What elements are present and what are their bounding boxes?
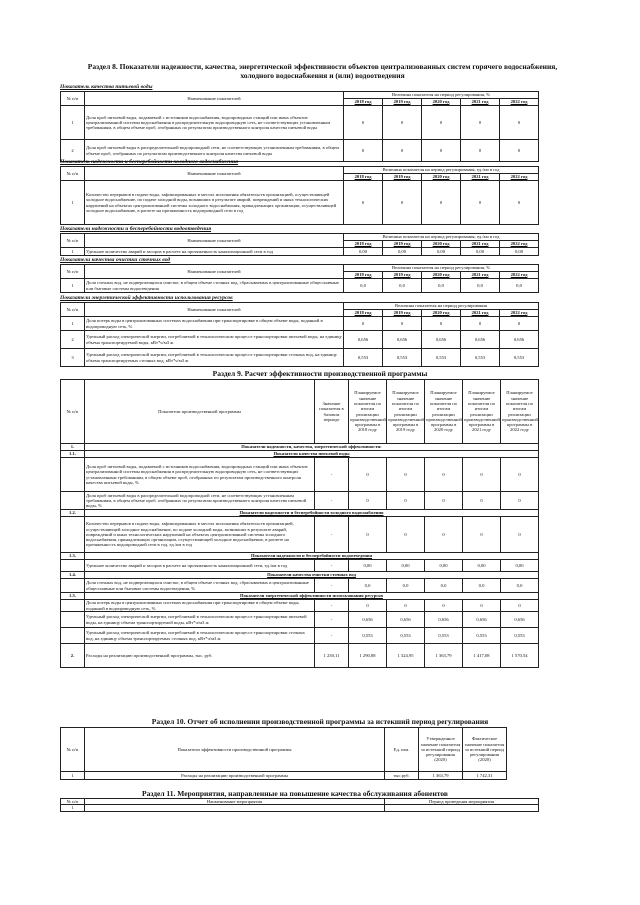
row-value: 0,553 bbox=[422, 349, 461, 367]
row-value: 0 bbox=[501, 600, 539, 612]
row-value: 0,656 bbox=[383, 331, 422, 349]
block-2-table bbox=[60, 166, 539, 225]
row-no: 1.2. bbox=[61, 510, 85, 517]
section-heading: Показатели надежности, качества, энергетической эффективности: bbox=[85, 444, 539, 451]
header-plan-2021: Планируемое значение показателя по итогам реализации производственной программы в 2021 году bbox=[463, 380, 501, 444]
block-4-caption: Показатели качества очистки сточных вод bbox=[60, 257, 171, 263]
year-header: 2021 год bbox=[461, 99, 500, 106]
row-value: 0,0 bbox=[463, 579, 501, 593]
row-no: 1 bbox=[61, 181, 85, 225]
section-row bbox=[61, 451, 539, 458]
header-group: Величина показателя на период регулирования, ед./км в год bbox=[344, 167, 539, 174]
row-value: 0,00 bbox=[383, 248, 422, 256]
row-value: 1 417,08 bbox=[463, 644, 501, 668]
row-value: 0,00 bbox=[501, 560, 539, 572]
row-value: 0 bbox=[344, 317, 383, 331]
section-heading: Показатели качества очистки сточных вод bbox=[85, 572, 539, 579]
row-no: 1 bbox=[61, 317, 85, 331]
row-value: 0 bbox=[349, 492, 387, 510]
year-header: 2020 год bbox=[422, 99, 461, 106]
row-name: Доля сточных вод, не подвергающихся очистке, в общем объеме сточных вод, сбрасываемых в централизованные общесплавные или бытовые системы водоотведения, % bbox=[85, 579, 315, 593]
row-value: 0 bbox=[344, 106, 383, 140]
row-no: 1.4. bbox=[61, 572, 85, 579]
year-header: 2018 год bbox=[344, 174, 383, 181]
row-value: 0 bbox=[500, 106, 539, 140]
row-value: 0,656 bbox=[461, 331, 500, 349]
section-9-title: Раздел 9. Расчет эффективности производственной программы bbox=[212, 369, 428, 378]
row-name: Доля проб питьевой воды, подаваемой с источников водоснабжения, водопроводных станций или иных объектов централизованной системы водоснабжения в распределительную водопроводную сеть, не соответствующих установленным требованиям, в общем объеме проб, отобранных по результатам производственного контроля качества питьевой воды, % bbox=[85, 458, 315, 492]
header-no: № п/п bbox=[61, 234, 85, 248]
row-value: 1 570,54 bbox=[501, 644, 539, 668]
row-value: 0 bbox=[463, 458, 501, 492]
section-8-title: Раздел 8. Показатели надежности, качества, энергетической эффективности объектов централизованных систем горячего водоснабжения, холодного водоснабжения и (или) водоотведения bbox=[87, 62, 558, 80]
year-header: 2019 год bbox=[383, 174, 422, 181]
header-unit: Ед. изм. bbox=[385, 728, 419, 772]
year-header: 2021 год bbox=[461, 272, 500, 279]
row-value: 1 290,88 bbox=[349, 644, 387, 668]
row-value: 0,00 bbox=[463, 560, 501, 572]
header-group: Величина показателя на период регулирования, % bbox=[344, 265, 539, 272]
row-value: 0 bbox=[461, 140, 500, 162]
row-base: - bbox=[315, 628, 349, 644]
header-no: № п/п bbox=[61, 799, 85, 805]
table-row bbox=[61, 579, 539, 593]
section-row bbox=[61, 553, 539, 560]
row-value: 0,00 bbox=[425, 560, 463, 572]
row-value: 0 bbox=[501, 458, 539, 492]
header-plan-2020: Планируемое значение показателя по итогам реализации производственной программы в 2020 году bbox=[425, 380, 463, 444]
row-name: Доля проб питьевой воды в распределительной водопроводной сети, не соответствующих установленным требованиям, в общем объеме проб, отобранных по результатам производственного контроля качества питьевой воды bbox=[85, 140, 344, 162]
row-value: 0 bbox=[383, 317, 422, 331]
row-value: 1 324,95 bbox=[387, 644, 425, 668]
row-base: - bbox=[315, 458, 349, 492]
row-no: 2 bbox=[61, 331, 85, 349]
row-value: 0 bbox=[422, 181, 461, 225]
table-row bbox=[61, 644, 539, 668]
row-unit: тыс.руб. bbox=[385, 772, 419, 780]
row-name: Расходы на реализацию производственной программы bbox=[85, 772, 385, 780]
year-header: 2021 год bbox=[461, 310, 500, 317]
row-value: 0 bbox=[422, 140, 461, 162]
row-value: 0,656 bbox=[501, 612, 539, 628]
year-header: 2020 год bbox=[422, 241, 461, 248]
block-2-caption: Показатель надежности и бесперебойности холодного водоснабжения bbox=[60, 159, 239, 165]
row-value: 0 bbox=[500, 181, 539, 225]
header-plan-2019: Планируемое значение показателя по итогам реализации производственной программы в 2019 году bbox=[387, 380, 425, 444]
table-row bbox=[61, 349, 539, 367]
row-value: 0,553 bbox=[501, 628, 539, 644]
row-value: 0 bbox=[425, 492, 463, 510]
row-value: 0,656 bbox=[463, 612, 501, 628]
row-no bbox=[61, 600, 85, 612]
header-no: № п/п bbox=[61, 92, 85, 106]
year-header: 2020 год bbox=[422, 272, 461, 279]
row-base: - bbox=[315, 517, 349, 553]
header-plan: Утвержденное значение показателя за истекший период регулирования (2020) bbox=[419, 728, 463, 772]
row-value: 0 bbox=[463, 600, 501, 612]
table-row bbox=[61, 600, 539, 612]
row-value: 0,553 bbox=[387, 628, 425, 644]
row-name: Доля сточных вод, не подвергающихся очистке, в общем объеме сточных вод, сбрасываемых в централизованные общесплавные или бытовые системы водоотведения bbox=[85, 279, 344, 293]
header-name: Наименование показателей bbox=[85, 265, 344, 279]
row-value: 0 bbox=[349, 458, 387, 492]
header-name: Наименование мероприятия bbox=[85, 799, 385, 805]
year-header: 2022 год bbox=[500, 310, 539, 317]
year-header: 2018 год bbox=[344, 272, 383, 279]
row-no bbox=[61, 628, 85, 644]
year-header: 2020 год bbox=[422, 174, 461, 181]
header-plan-2018: Планируемое значение показателя по итогам реализации производственной программы в 2018 году bbox=[349, 380, 387, 444]
row-value: 0,0 bbox=[500, 279, 539, 293]
row-value: 0,553 bbox=[463, 628, 501, 644]
row-no: 3 bbox=[61, 349, 85, 367]
row-name: Доля проб питьевой воды в распределительной водопроводной сети, не соответствующих установленным требованиям, в общем объеме проб, отобранных по результатам производственного контроля качества питьевой воды, % bbox=[85, 492, 315, 510]
row-value: 0 bbox=[501, 517, 539, 553]
table-row bbox=[61, 331, 539, 349]
row-value: 0,0 bbox=[425, 579, 463, 593]
row-name: Доля потерь воды в централизованных системах водоснабжения при транспортировке в общем объеме воды, поданной в водопроводную сеть, % bbox=[85, 317, 344, 331]
year-header: 2021 год bbox=[461, 174, 500, 181]
row-value: 0 bbox=[349, 517, 387, 553]
row-no bbox=[61, 612, 85, 628]
year-header: 2018 год bbox=[344, 99, 383, 106]
row-value: 0,553 bbox=[344, 349, 383, 367]
year-header: 2019 год bbox=[383, 310, 422, 317]
year-header: 2019 год bbox=[383, 99, 422, 106]
row-no: 1 bbox=[61, 248, 85, 256]
header-period: Период проведения мероприятия bbox=[385, 799, 539, 805]
row-no: 2 bbox=[61, 140, 85, 162]
header-name: Наименование показателей bbox=[85, 234, 344, 248]
row-no bbox=[61, 560, 85, 572]
row-value: 0 bbox=[425, 458, 463, 492]
header-fact: Фактическое значение показателя за истекший период регулирования (2020) bbox=[463, 728, 507, 772]
row-value: 0,656 bbox=[349, 612, 387, 628]
table-row bbox=[61, 458, 539, 492]
row-no: 1 bbox=[61, 772, 85, 780]
year-header: 2022 год bbox=[500, 174, 539, 181]
row-value: 0,553 bbox=[349, 628, 387, 644]
table-row bbox=[61, 106, 539, 140]
header-name: Показатели производственной программы bbox=[85, 380, 315, 444]
row-value: 0 bbox=[383, 106, 422, 140]
block-1-table bbox=[60, 91, 539, 162]
row-value: 0,656 bbox=[425, 612, 463, 628]
row-value: 0 bbox=[383, 140, 422, 162]
row-plan: 1 363,79 bbox=[419, 772, 463, 780]
row-name: Удельное количество аварий и засоров в расчете на протяженность канализационной сети в год bbox=[85, 248, 344, 256]
section-10-title: Раздел 10. Отчет об исполнении производственной программы за истекший период регулирования bbox=[151, 717, 489, 726]
row-base: - bbox=[315, 612, 349, 628]
row-no bbox=[61, 517, 85, 553]
section-11-table bbox=[60, 798, 539, 812]
section-11-title: Раздел 11. Мероприятия, направленные на повышение качества обслуживания абонентов bbox=[142, 789, 448, 798]
section-10-table bbox=[60, 727, 539, 780]
row-base: 1 230,11 bbox=[315, 644, 349, 668]
row-value: 0 bbox=[500, 317, 539, 331]
row-value: 0,00 bbox=[500, 248, 539, 256]
row-value: 0,0 bbox=[344, 279, 383, 293]
row-value: 0,0 bbox=[501, 579, 539, 593]
year-header: 2018 год bbox=[344, 310, 383, 317]
row-value: 0,553 bbox=[383, 349, 422, 367]
row-value: 0,0 bbox=[461, 279, 500, 293]
row-base: - bbox=[315, 600, 349, 612]
header-name: Наименование показателей bbox=[85, 303, 344, 317]
row-value: 0 bbox=[422, 106, 461, 140]
row-value: 0,656 bbox=[500, 331, 539, 349]
row-name: Удельный расход электрической энергии, потребляемой в технологическом процессе транспортировки питьевой воды, на единицу объема транспортируемой воды, кВт*ч/м3 ж bbox=[85, 331, 344, 349]
row-value: 0 bbox=[344, 181, 383, 225]
row-value: 0,0 bbox=[387, 579, 425, 593]
row-value: 0,00 bbox=[461, 248, 500, 256]
section-heading: Показатели качества питьевой воды bbox=[85, 451, 539, 458]
row-value: 0 bbox=[349, 600, 387, 612]
row-no: 1 bbox=[61, 106, 85, 140]
header-no: № п/п bbox=[61, 380, 85, 444]
row-no: 1 bbox=[61, 805, 85, 811]
year-header: 2022 год bbox=[500, 99, 539, 106]
year-header: 2022 год bbox=[500, 241, 539, 248]
row-value: 0,553 bbox=[461, 349, 500, 367]
row-value: 0 bbox=[383, 181, 422, 225]
row-no: 2. bbox=[61, 644, 85, 668]
row-no: 1 bbox=[61, 279, 85, 293]
row-name: Количество перерывов в подаче воды, зафиксированных в местах исполнения обязательств организацией, осуществляющей холодное водоснабжение, по подаче холодной воды, возникших в результате аварий, повреждений и иных технологических нарушений на объектах централизованной системы холодного водоснабжения, принадлежащих организации, осуществляющей холодное водоснабжение, в расчете на протяженность водопроводной сети в год bbox=[85, 181, 344, 225]
row-value: 0,656 bbox=[387, 612, 425, 628]
block-5-table bbox=[60, 302, 539, 367]
row-value: 0,0 bbox=[422, 279, 461, 293]
section-heading: Показатели энергетической эффективности использования ресурсов bbox=[85, 593, 539, 600]
row-name bbox=[85, 805, 385, 811]
block-5-caption: Показатели энергетической эффективности использования ресурсов bbox=[60, 295, 233, 301]
row-value: 0 bbox=[461, 317, 500, 331]
section-row bbox=[61, 593, 539, 600]
header-group: Величина показателя на период регулирования, ед./км в год bbox=[344, 234, 539, 241]
section-heading: Показатели надежности и бесперебойности холодного водоснабжения bbox=[85, 510, 539, 517]
table-row bbox=[61, 181, 539, 225]
row-value: 0 bbox=[387, 600, 425, 612]
table-row bbox=[61, 517, 539, 553]
section-row bbox=[61, 572, 539, 579]
row-no: 1.1. bbox=[61, 451, 85, 458]
year-header: 2018 год bbox=[344, 241, 383, 248]
row-value: 0 bbox=[463, 492, 501, 510]
section-9-body bbox=[61, 444, 539, 668]
row-value: 0,00 bbox=[387, 560, 425, 572]
row-value: 0 bbox=[461, 106, 500, 140]
section-9-table bbox=[60, 379, 539, 668]
row-name: Удельный расход электрической энергии, потребляемой в технологическом процессе транспортировки сточных вод, на единицу объема транспортируемых сточных вод, кВт*ч/м3 ж bbox=[85, 628, 315, 644]
table-row bbox=[61, 279, 539, 293]
row-base: - bbox=[315, 560, 349, 572]
section-row bbox=[61, 510, 539, 517]
row-value: 0,00 bbox=[422, 248, 461, 256]
row-value: 0,00 bbox=[349, 560, 387, 572]
row-name: Удельное количество аварий и засоров в расчете на протяженность канализационной сети, ед./км в год bbox=[85, 560, 315, 572]
row-value: 0,0 bbox=[349, 579, 387, 593]
row-value: 0 bbox=[387, 517, 425, 553]
row-name: Расходы на реализацию производственной программы, тыс. руб. bbox=[85, 644, 315, 668]
row-value: 0 bbox=[425, 600, 463, 612]
header-no: № п/п bbox=[61, 265, 85, 279]
row-base: - bbox=[315, 579, 349, 593]
row-name: Количество перерывов в подаче воды, зафиксированных в местах исполнения обязательств организацией, осуществляющей холодное водоснабжение, по подаче холодной воды, возникших в результате аварий, повреждений и иных технологических нарушений на объектах централизованной системы холодного водоснабжения, принадлежащих организации, осуществляющей холодное водоснабжение, в расчете на протяженность водопроводной сети в год, ед./км в год bbox=[85, 517, 315, 553]
row-value: 0,553 bbox=[500, 349, 539, 367]
table-row bbox=[61, 628, 539, 644]
year-header: 2019 год bbox=[383, 241, 422, 248]
row-value: 0 bbox=[463, 517, 501, 553]
block-3-caption: Показатели надежности и бесперебойности водоотведения bbox=[60, 226, 212, 232]
header-plan-2022: Планируемое значение показателя по итогам реализации производственной программы в 2022 году bbox=[501, 380, 539, 444]
row-value: 0,0 bbox=[383, 279, 422, 293]
table-row bbox=[61, 492, 539, 510]
table-row bbox=[61, 317, 539, 331]
row-no: 1.3. bbox=[61, 553, 85, 560]
row-value: 0 bbox=[500, 140, 539, 162]
header-group: Величина показателя на период регулирования bbox=[344, 303, 539, 310]
table-row bbox=[61, 560, 539, 572]
block-4-table bbox=[60, 264, 539, 293]
table-row bbox=[61, 248, 539, 256]
row-period bbox=[385, 805, 539, 811]
header-name: Наименование показателей bbox=[85, 92, 344, 106]
row-value: 0 bbox=[501, 492, 539, 510]
section-heading: Показатели надежности и бесперебойности водоотведения bbox=[85, 553, 539, 560]
row-value: 0,553 bbox=[425, 628, 463, 644]
row-value: 0 bbox=[387, 492, 425, 510]
year-header: 2019 год bbox=[383, 272, 422, 279]
header-no: № п/п bbox=[61, 303, 85, 317]
row-no bbox=[61, 458, 85, 492]
table-row bbox=[61, 612, 539, 628]
row-no bbox=[61, 492, 85, 510]
header-name: Показатели эффективности производственной программы bbox=[85, 728, 385, 772]
row-value: 0 bbox=[425, 517, 463, 553]
section-row bbox=[61, 444, 539, 451]
header-no: № п/п bbox=[61, 167, 85, 181]
block-1-caption: Показатель качества питьевой воды bbox=[60, 84, 153, 90]
table-row bbox=[61, 805, 539, 811]
row-value: 0,00 bbox=[344, 248, 383, 256]
row-no bbox=[61, 579, 85, 593]
year-header: 2020 год bbox=[422, 310, 461, 317]
row-value: 0 bbox=[461, 181, 500, 225]
row-value: 0 bbox=[387, 458, 425, 492]
header-base: Значение показателя в базовом периоде bbox=[315, 380, 349, 444]
row-base: - bbox=[315, 492, 349, 510]
row-value: 0,656 bbox=[422, 331, 461, 349]
header-no: № п/п bbox=[61, 728, 85, 772]
header-name: Наименование показателей bbox=[85, 167, 344, 181]
row-value: 0 bbox=[422, 317, 461, 331]
year-header: 2022 год bbox=[500, 272, 539, 279]
table-row bbox=[61, 772, 539, 780]
row-no: 1. bbox=[61, 444, 85, 451]
row-name: Удельный расход электрической энергии, потребляемой в технологическом процессе транспортировки сточных вод, на единицу объема транспортируемых сточных вод, кВт*ч/м3 ж bbox=[85, 349, 344, 367]
row-value: 1 363,79 bbox=[425, 644, 463, 668]
row-fact: 1 742,31 bbox=[463, 772, 507, 780]
row-value: 0 bbox=[344, 140, 383, 162]
year-header: 2021 год bbox=[461, 241, 500, 248]
row-name: Доля проб питьевой воды, подаваемой с источников водоснабжения, водопроводных станций или иных объектов централизованной системы водоснабжения в распределительную водопроводную сеть, не соответствующих установленным требованиям, в общем объеме проб, отобранных по результатам производственного контроля качества питьевой воды bbox=[85, 106, 344, 140]
block-3-table bbox=[60, 233, 539, 256]
row-name: Удельный расход электрической энергии, потребляемой в технологическом процессе транспортировки питьевой воды, на единицу объема транспортируемой воды, кВт*ч/м3 ж bbox=[85, 612, 315, 628]
row-name: Доля потерь воды в централизованных системах водоснабжения при транспортировке в общем объеме воды, поданной в водопроводную сеть, % bbox=[85, 600, 315, 612]
row-value: 0,656 bbox=[344, 331, 383, 349]
row-no: 1.5. bbox=[61, 593, 85, 600]
header-group: Величина показателя на период регулирования, % bbox=[344, 92, 539, 99]
